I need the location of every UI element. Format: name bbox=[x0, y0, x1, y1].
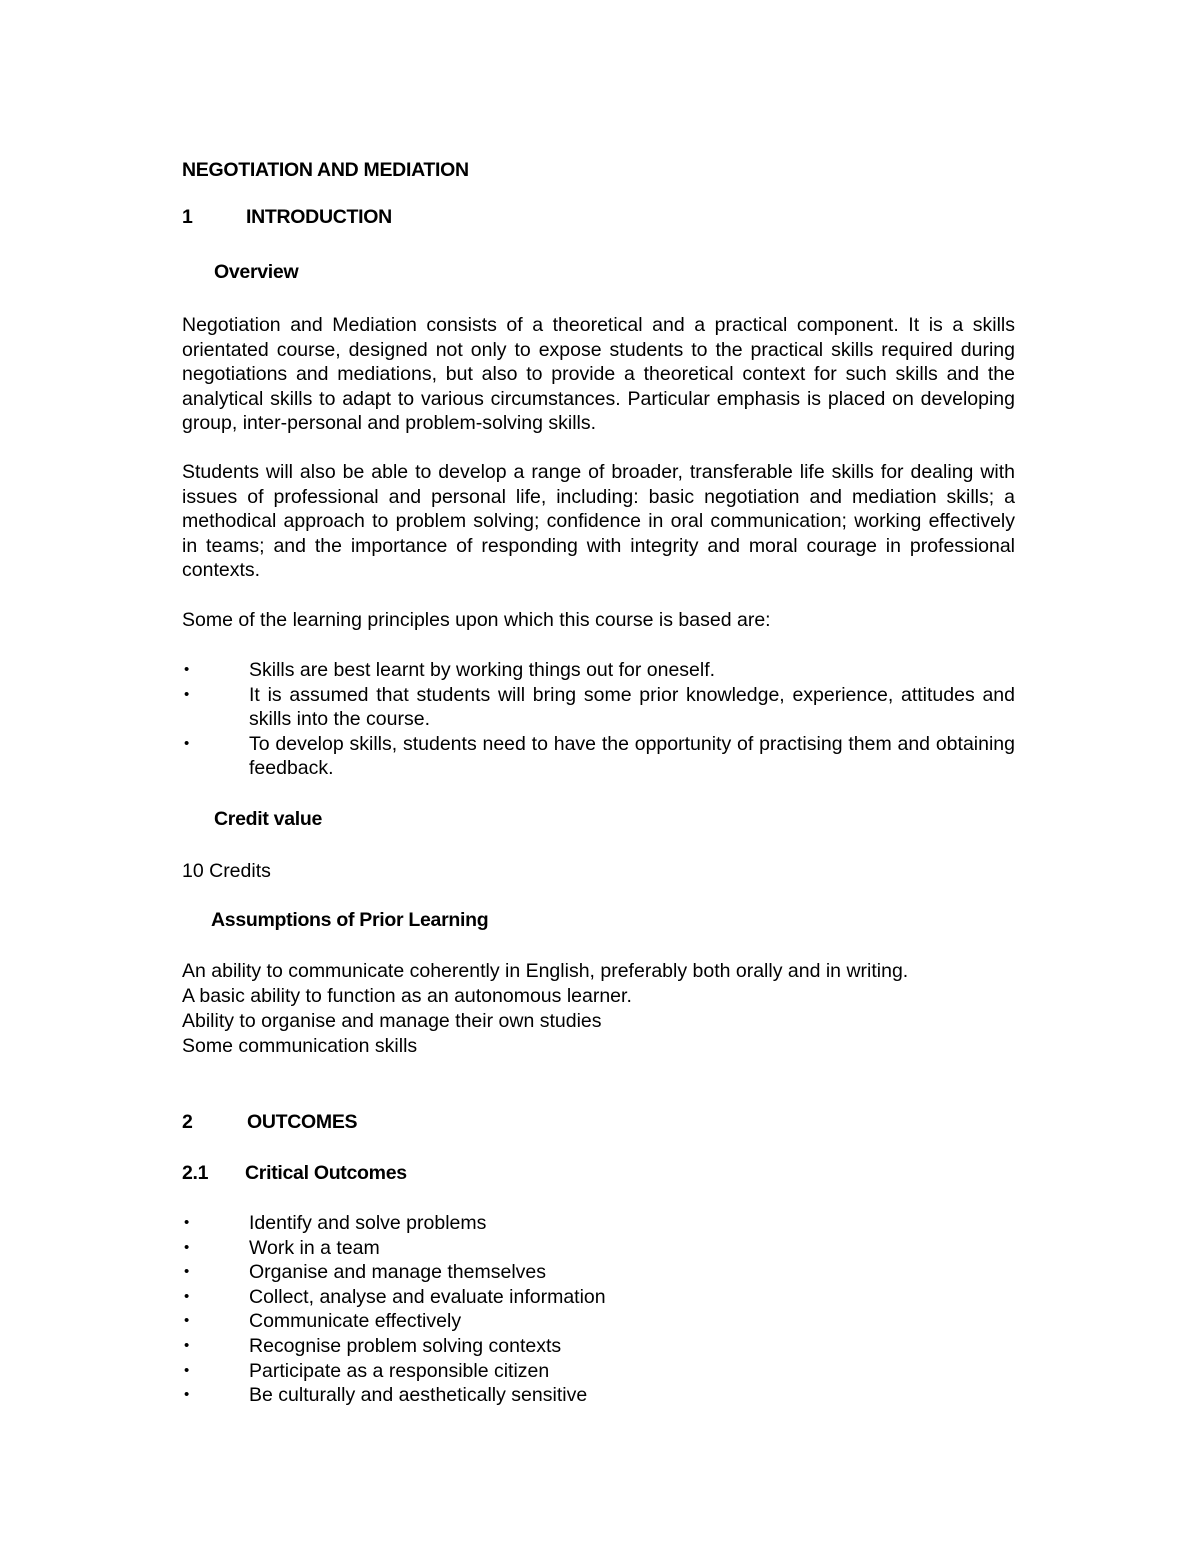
list-item: • Organise and manage themselves bbox=[184, 1261, 547, 1284]
section-1-heading: INTRODUCTION bbox=[246, 206, 392, 228]
overview-paragraph-3: Some of the learning principles upon which this course is based are: bbox=[182, 609, 771, 631]
list-item: • It is assumed that students will bring some prior knowledge, experience, attitudes and skills into the course. bbox=[184, 683, 1015, 731]
bullet-icon: • bbox=[184, 1214, 190, 1231]
list-item: Ability to organise and manage their own studies bbox=[182, 1010, 602, 1032]
bullet-icon: • bbox=[184, 1386, 190, 1404]
assumptions-heading: Assumptions of Prior Learning bbox=[211, 909, 489, 931]
list-item: • Work in a team bbox=[184, 1236, 380, 1259]
bullet-icon: • bbox=[184, 1263, 190, 1281]
bullet-icon: • bbox=[184, 1361, 190, 1379]
list-item: A basic ability to function as an autonomous learner. bbox=[182, 985, 632, 1007]
list-item: • Identify and solve problems bbox=[184, 1212, 487, 1234]
list-item: • Recognise problem solving contexts bbox=[184, 1334, 562, 1357]
assumptions-list bbox=[182, 959, 908, 1059]
bullet-icon: • bbox=[184, 1312, 190, 1330]
list-item: • Skills are best learnt by working things out for oneself. bbox=[184, 659, 716, 681]
overview-paragraph-2: Students will also be able to develop a range of broader, transferable life skills for dealing with issues of professional and personal life, including: basic negotiation and mediation skills; a methodical approach to problem solving; confidence in oral communication; working effectively in teams; and the importance of responding with integrity and moral courage in professional contexts. bbox=[182, 461, 1015, 582]
critical-outcomes-list bbox=[182, 1211, 1015, 1408]
section-2-number: 2 bbox=[182, 1111, 193, 1133]
principles-list bbox=[182, 658, 1015, 781]
section-2-1-heading: Critical Outcomes bbox=[245, 1162, 407, 1184]
section-2-heading: OUTCOMES bbox=[247, 1111, 358, 1133]
overview-paragraph-1: Negotiation and Mediation consists of a theoretical and a practical component. It is a skills orientated course, designed not only to expose students to the practical skills required during negotiations and mediations, but also to provide a theoretical context for such skills and the analytical skills to adapt to various circumstances. Particular emphasis is placed on developing group, inter-personal and problem-solving skills. bbox=[182, 314, 1015, 435]
bullet-icon: • bbox=[184, 1238, 190, 1256]
list-item: An ability to communicate coherently in English, preferably both orally and in writing. bbox=[182, 960, 909, 982]
bullet-icon: • bbox=[184, 734, 190, 752]
section-1-number: 1 bbox=[182, 206, 193, 228]
bullet-icon: • bbox=[184, 661, 190, 678]
credit-value: 10 Credits bbox=[182, 860, 271, 882]
bullet-icon: • bbox=[184, 685, 190, 703]
list-item: • Collect, analyse and evaluate information bbox=[184, 1285, 606, 1308]
list-item: • Be culturally and aesthetically sensitive bbox=[184, 1384, 588, 1407]
document-title: NEGOTIATION AND MEDIATION bbox=[182, 159, 469, 181]
list-item: Some communication skills bbox=[182, 1035, 418, 1057]
bullet-icon: • bbox=[184, 1336, 190, 1354]
list-item: • Participate as a responsible citizen bbox=[184, 1359, 550, 1382]
overview-heading: Overview bbox=[214, 261, 299, 283]
list-item: • To develop skills, students need to have the opportunity of practising them and obtaining feedback. bbox=[184, 732, 1015, 780]
bullet-icon: • bbox=[184, 1287, 190, 1305]
credit-heading: Credit value bbox=[214, 808, 323, 830]
section-2-1-number: 2.1 bbox=[182, 1162, 209, 1184]
list-item: • Communicate effectively bbox=[184, 1310, 462, 1333]
